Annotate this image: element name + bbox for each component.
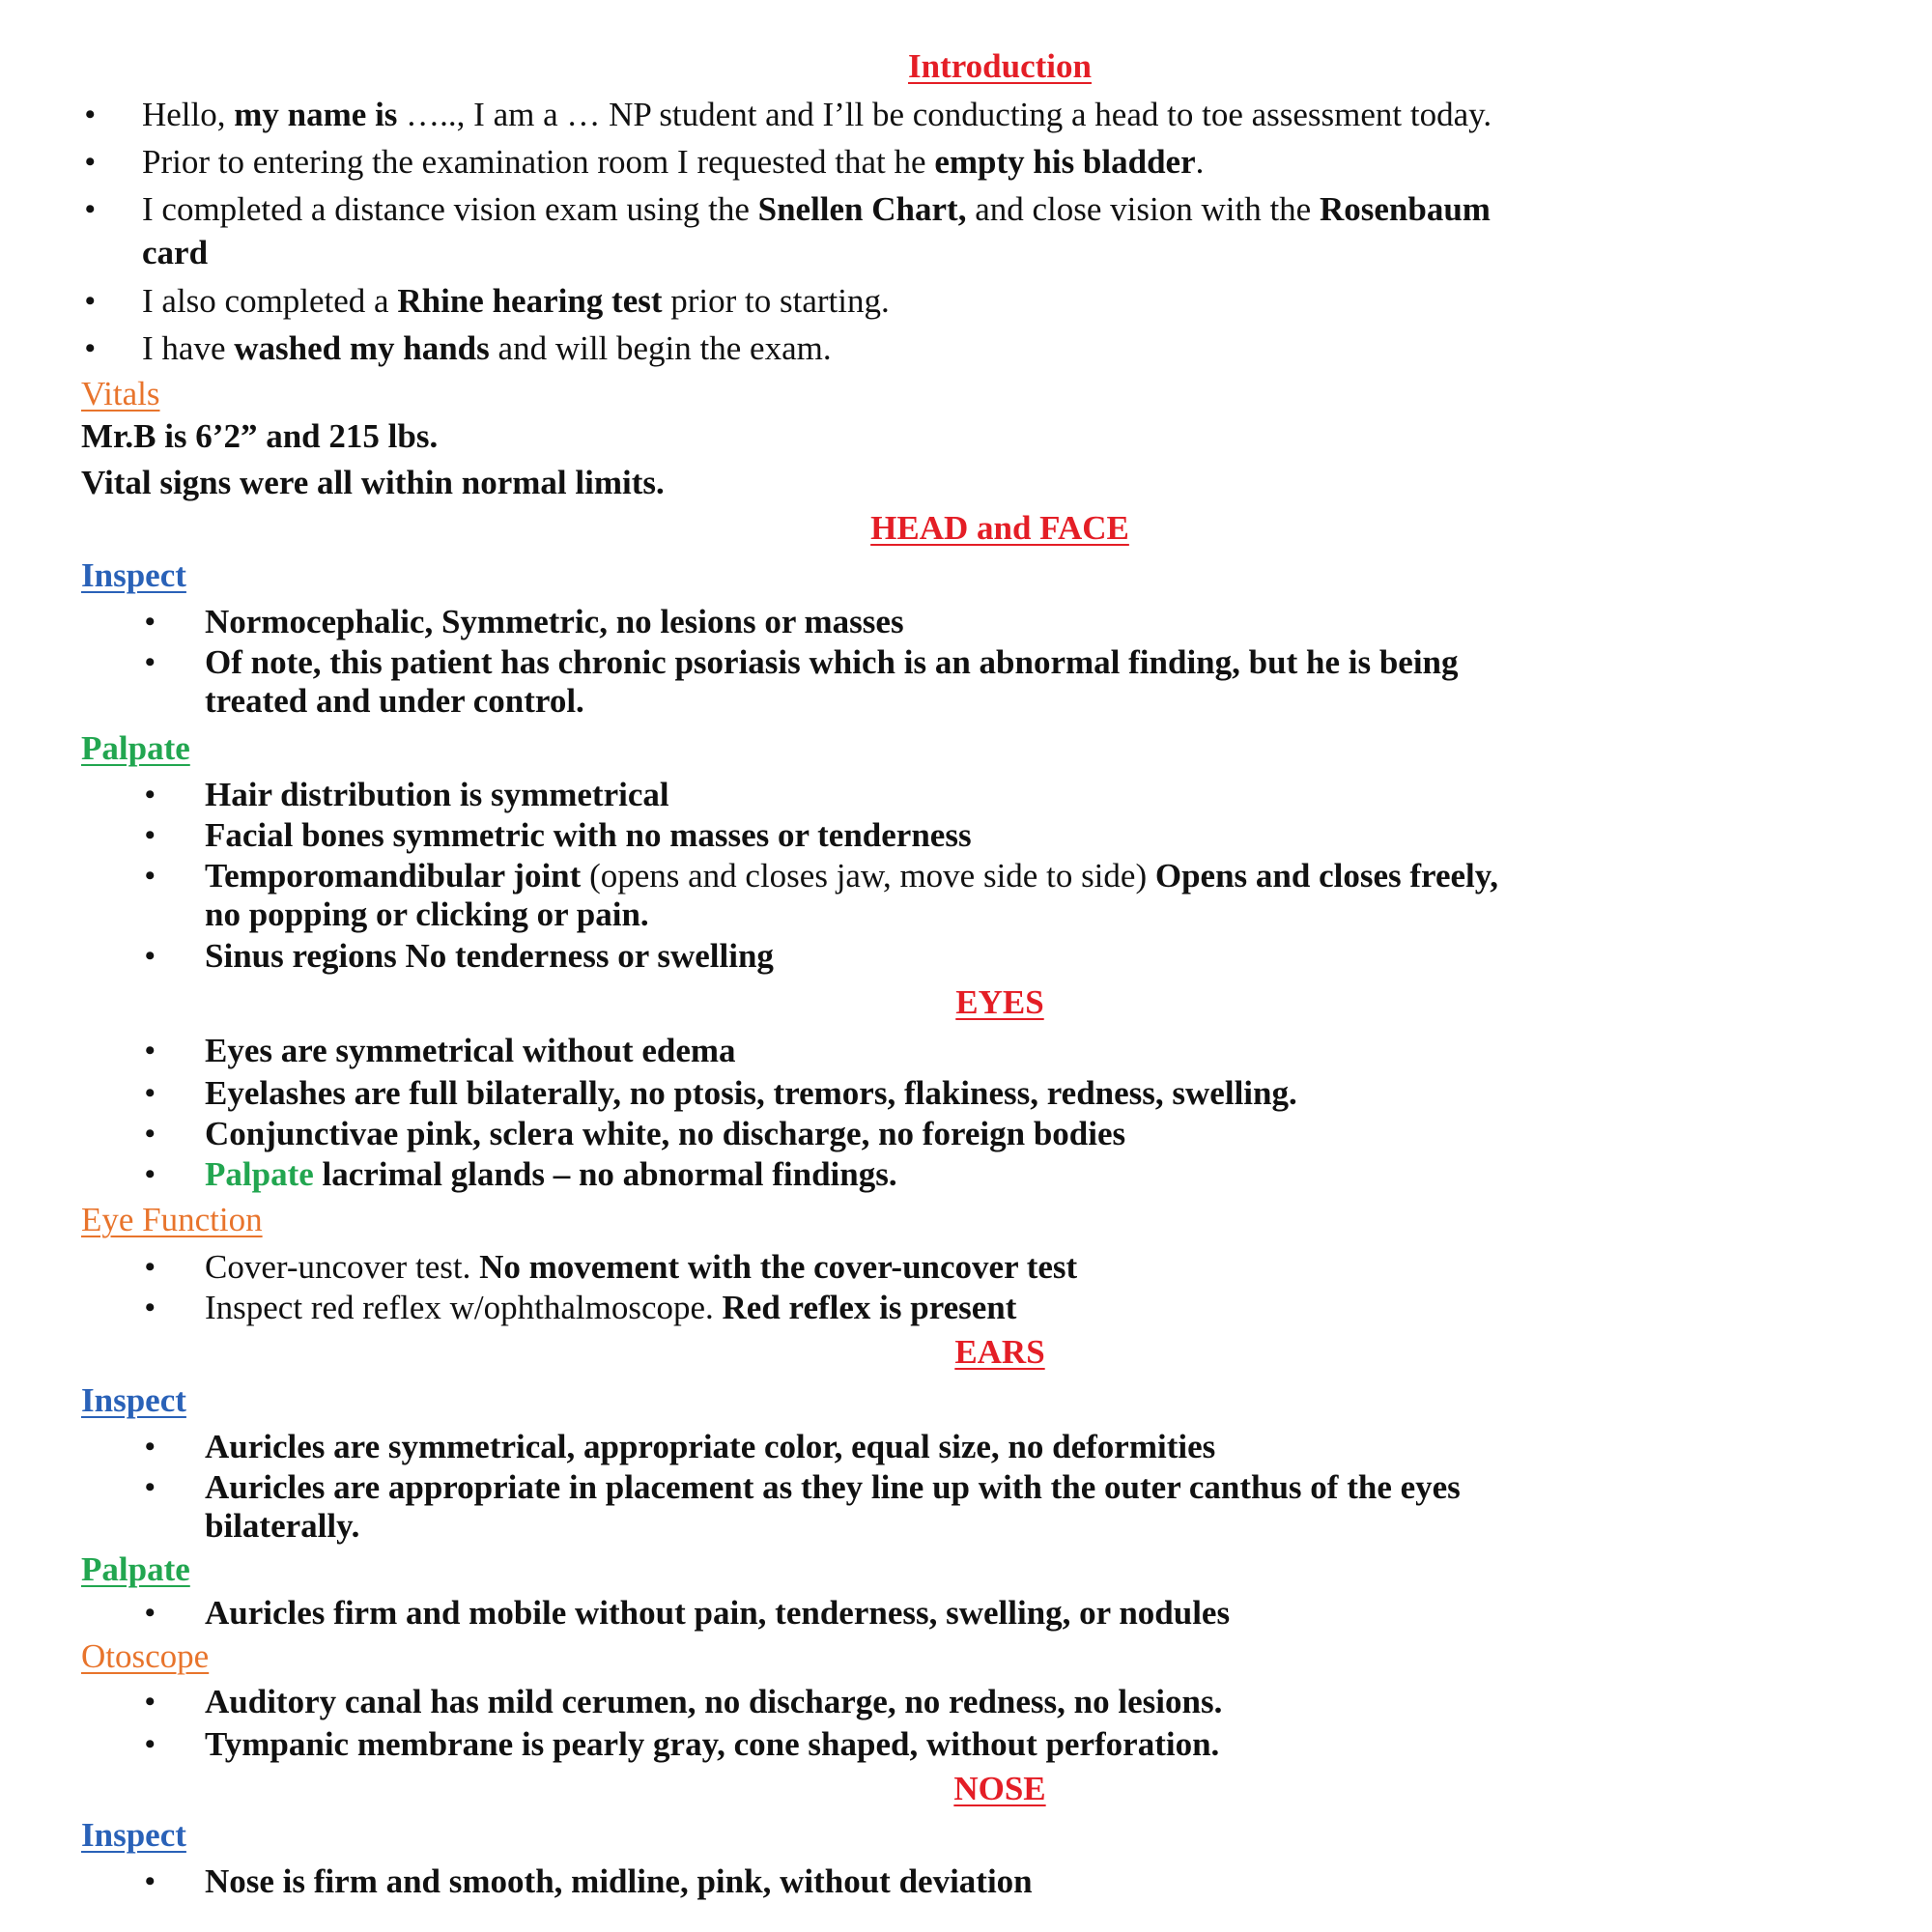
- bullet: •: [145, 819, 156, 851]
- text-green: Palpate: [205, 1155, 314, 1193]
- text: and will begin the exam.: [489, 329, 832, 367]
- subheading-palpate: Palpate: [81, 1550, 190, 1588]
- text-bold: lacrimal glands – no abnormal findings.: [313, 1155, 897, 1193]
- text: .: [1195, 143, 1205, 181]
- bullet: •: [145, 1865, 156, 1897]
- text-bold: Opens and closes freely,: [1154, 857, 1499, 895]
- bullet: •: [145, 1431, 156, 1463]
- bullet: •: [145, 1597, 156, 1629]
- heading-nose: NOSE: [953, 1770, 1046, 1807]
- bullet: •: [145, 1686, 156, 1718]
- text: I also completed a: [142, 282, 398, 320]
- subheading-inspect: Inspect: [81, 1381, 186, 1419]
- subheading-otoscope: Otoscope: [81, 1637, 210, 1675]
- text-bold: my name is: [234, 96, 398, 133]
- bullet: •: [85, 146, 96, 178]
- text: Prior to entering the examination room I requested that he: [142, 143, 935, 181]
- text: (opens and closes jaw, move side to side): [581, 857, 1155, 895]
- bullet: •: [145, 1158, 156, 1190]
- bullet: •: [145, 1118, 156, 1150]
- bullet: •: [85, 193, 96, 225]
- text: Cover-uncover test.: [205, 1248, 480, 1286]
- bullet: •: [145, 606, 156, 638]
- text: I have: [142, 329, 235, 367]
- heading-vitals: Vitals: [81, 375, 160, 412]
- text-bold: Snellen Chart,: [757, 190, 967, 228]
- text: I completed a distance vision exam using the: [142, 190, 758, 228]
- bullet: •: [145, 860, 156, 892]
- bullet: •: [145, 1035, 156, 1066]
- heading-head-face: HEAD and FACE: [870, 509, 1129, 547]
- vitals-signs: Vital signs were all within normal limits.: [81, 464, 665, 501]
- subheading-inspect: Inspect: [81, 556, 186, 594]
- text: and close vision with the: [966, 190, 1320, 228]
- bullet: •: [145, 1077, 156, 1109]
- text: Inspect red reflex w/ophthalmoscope.: [205, 1289, 723, 1326]
- subheading-eye-function: Eye Function: [81, 1201, 263, 1238]
- text-bold: washed my hands: [234, 329, 490, 367]
- bullet: •: [85, 332, 96, 364]
- document-page: Introduction • Hello, my name is ….., I am a … NP student and I’ll be conducting a head to toe assessment today. • Prior to entering the examination room I requested that he empty his bladder. • I completed a distance vision exam using the Snellen Chart, and close vision with the Rosenbaum card • I also completed a Rhine hearing test prior to starting. • I have washed my hands and will begin the exam. Vitals Mr.B is 6’2” and 215 lbs. Vital signs were all within normal limits. HEAD and FACE Inspect • Normocephalic, Symmetric, no lesions or masses • Of note, this patient has chronic psoriasis which is an abnormal finding, but he is being treated and under control. Palpate • Hair distribution is symmetrical • Facial bones symmetric with no masses or tenderness • Temporomandibular joint (opens and closes jaw, move side to side) Opens and closes freely, no popping or clicking or pain. • Sinus regions No tenderness or swelling EYES • Eyes are symmetrical without edema • Eyelashes are full bilaterally, no ptosis, tremors, flakiness, redness, swelling. • Conjunctivae pink, sclera white, no discharge, no foreign bodies • Palpate lacrimal glands – no abnormal findings. Eye Function • Cover-uncover test. No movement with the cover-uncover test • Inspect red reflex w/ophthalmoscope. Red reflex is present EARS Inspect • Auricles are symmetrical, appropriate color, equal size, no deformities • Auricles are appropriate in placement as they line up with the outer canthus of the eyes bilaterally. Palpate • Auricles firm and mobile without pain, tenderness, swelling, or nodules Otoscope • Auditory canal has mild cerumen, no discharge, no redness, no lesions. • Tympanic membrane is pearly gray, cone shaped, without perforation. NOSE Inspect • Nose is firm and smooth, midline, pink, without deviation: [0, 0, 1932, 1932]
- bullet: •: [145, 1728, 156, 1760]
- bullet: •: [145, 779, 156, 810]
- text: ….., I am a … NP student and I’ll be conducting a head to toe assessment today.: [397, 96, 1492, 133]
- heading-ears: EARS: [954, 1333, 1045, 1371]
- bullet: •: [145, 1292, 156, 1323]
- text-bold: Red reflex is present: [722, 1289, 1017, 1326]
- subheading-inspect: Inspect: [81, 1816, 186, 1854]
- bullet: •: [145, 1251, 156, 1283]
- bullet: •: [145, 646, 156, 678]
- bullet: •: [145, 1471, 156, 1503]
- text-bold: Rhine hearing test: [397, 282, 663, 320]
- text-bold: empty his bladder: [934, 143, 1196, 181]
- heading-eyes: EYES: [955, 983, 1044, 1021]
- bullet: •: [85, 99, 96, 130]
- bullet: •: [145, 940, 156, 972]
- heading-introduction: Introduction: [908, 47, 1092, 85]
- bullet: •: [85, 285, 96, 317]
- vitals-height-weight: Mr.B is 6’2” and 215 lbs.: [81, 417, 439, 455]
- text-bold: Temporomandibular joint: [205, 857, 582, 895]
- subheading-palpate: Palpate: [81, 729, 190, 767]
- text-bold: No movement with the cover-uncover test: [479, 1248, 1078, 1286]
- text-bold: Rosenbaum: [1319, 190, 1491, 228]
- text: prior to starting.: [662, 282, 890, 320]
- text: Hello,: [142, 96, 235, 133]
